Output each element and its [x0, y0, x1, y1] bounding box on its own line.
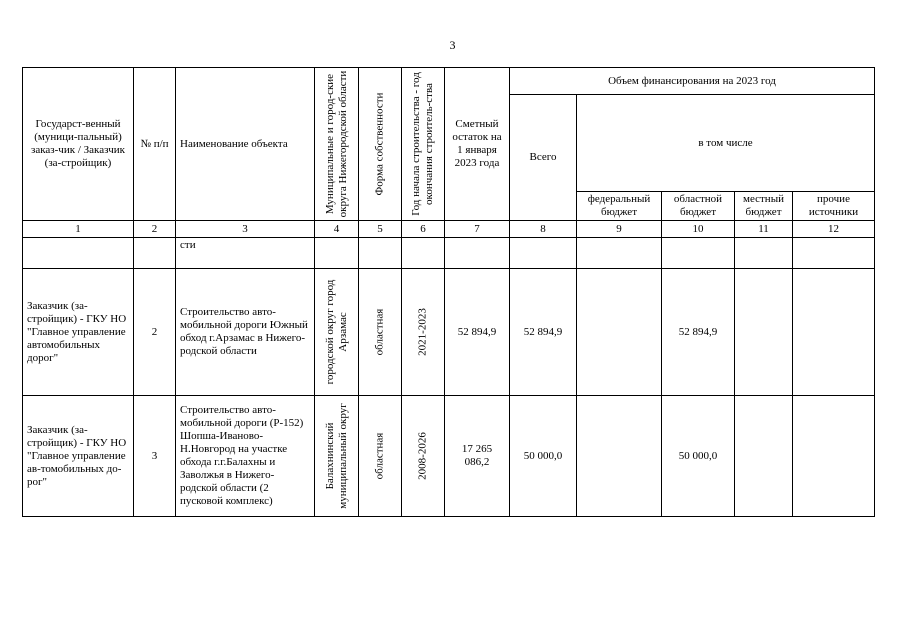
header-other: прочие источники	[793, 192, 875, 221]
row-total: 50 000,0	[510, 396, 577, 517]
table-row	[23, 269, 875, 396]
page-number: 3	[449, 38, 456, 52]
row-years: 2021-2023	[416, 308, 429, 356]
row-local	[735, 396, 793, 517]
row-ownership-cell	[359, 396, 402, 517]
row-object-name: Строительство авто-мобильной дороги (Р-152) Шопша-Иваново-Н.Новгород на участке обхода г.г.Балахны и Заволжья в Нижего-родской области (2 пусковой комплекс)	[176, 396, 315, 517]
column-number: 9	[577, 221, 662, 238]
column-number-row	[23, 221, 875, 238]
header-num: № п/п	[134, 68, 176, 221]
row-num: 2	[134, 269, 176, 396]
column-number: 1	[23, 221, 134, 238]
row-estimate: 52 894,9	[445, 269, 510, 396]
header-total: Всего	[510, 95, 577, 221]
row-ownership-cell	[359, 269, 402, 396]
row-total: 52 894,9	[510, 269, 577, 396]
header-municipality-cell	[315, 68, 359, 221]
row-customer: Заказчик (за-стройщик) - ГКУ НО "Главное управление ав-томобильных до-рог"	[23, 396, 134, 517]
row-years: 2008-2026	[416, 432, 429, 480]
column-number: 2	[134, 221, 176, 238]
header-years-cell	[402, 68, 445, 221]
row-object-name: Строительство авто-мобильной дороги Южный обход г.Арзамас в Нижего-родской области	[176, 269, 315, 396]
continuation-row	[23, 238, 875, 269]
row-municipality: Балахнинский муниципальный округ	[323, 403, 349, 509]
table-row	[23, 396, 875, 517]
row-other	[793, 269, 875, 396]
header-customer: Государст-венный (муници-пальный) заказ-чик / Заказчик (за-стройщик)	[23, 68, 134, 221]
header-local: местный бюджет	[735, 192, 793, 221]
row-federal	[577, 396, 662, 517]
row-years-cell	[402, 269, 445, 396]
column-number: 5	[359, 221, 402, 238]
row-ownership: областная	[373, 432, 386, 480]
header-row-1	[23, 68, 875, 95]
row-years-cell	[402, 396, 445, 517]
column-number: 12	[793, 221, 875, 238]
header-regional: областной бюджет	[662, 192, 735, 221]
header-years: Год начала строительства - год окончания строитель-ства	[410, 72, 435, 216]
row-customer: Заказчик (за-стройщик) - ГКУ НО "Главное управление автомобильных дорог"	[23, 269, 134, 396]
column-number: 7	[445, 221, 510, 238]
row-federal	[577, 269, 662, 396]
row-regional: 50 000,0	[662, 396, 735, 517]
continuation-text: сти	[176, 238, 315, 269]
row-local	[735, 269, 793, 396]
row-municipality-cell	[315, 269, 359, 396]
header-ownership-cell	[359, 68, 402, 221]
row-municipality: городской округ город Арзамас	[323, 279, 349, 385]
header-object-name: Наименование объекта	[176, 68, 315, 221]
row-ownership: областная	[373, 308, 386, 356]
header-including: в том числе	[577, 95, 875, 192]
row-num: 3	[134, 396, 176, 517]
header-financing: Объем финансирования на 2023 год	[510, 68, 875, 95]
column-number: 11	[735, 221, 793, 238]
column-number: 8	[510, 221, 577, 238]
header-municipality: Муниципальные и город-ские округа Нижегородской области	[323, 70, 349, 218]
header-federal: федеральный бюджет	[577, 192, 662, 221]
header-estimate: Сметный остаток на 1 января 2023 года	[445, 68, 510, 221]
row-estimate: 17 265 086,2	[445, 396, 510, 517]
column-number: 3	[176, 221, 315, 238]
row-municipality-cell	[315, 396, 359, 517]
header-ownership: Форма собственности	[373, 92, 386, 196]
row-regional: 52 894,9	[662, 269, 735, 396]
column-number: 10	[662, 221, 735, 238]
column-number: 4	[315, 221, 359, 238]
row-other	[793, 396, 875, 517]
column-number: 6	[402, 221, 445, 238]
financing-table	[22, 67, 875, 517]
